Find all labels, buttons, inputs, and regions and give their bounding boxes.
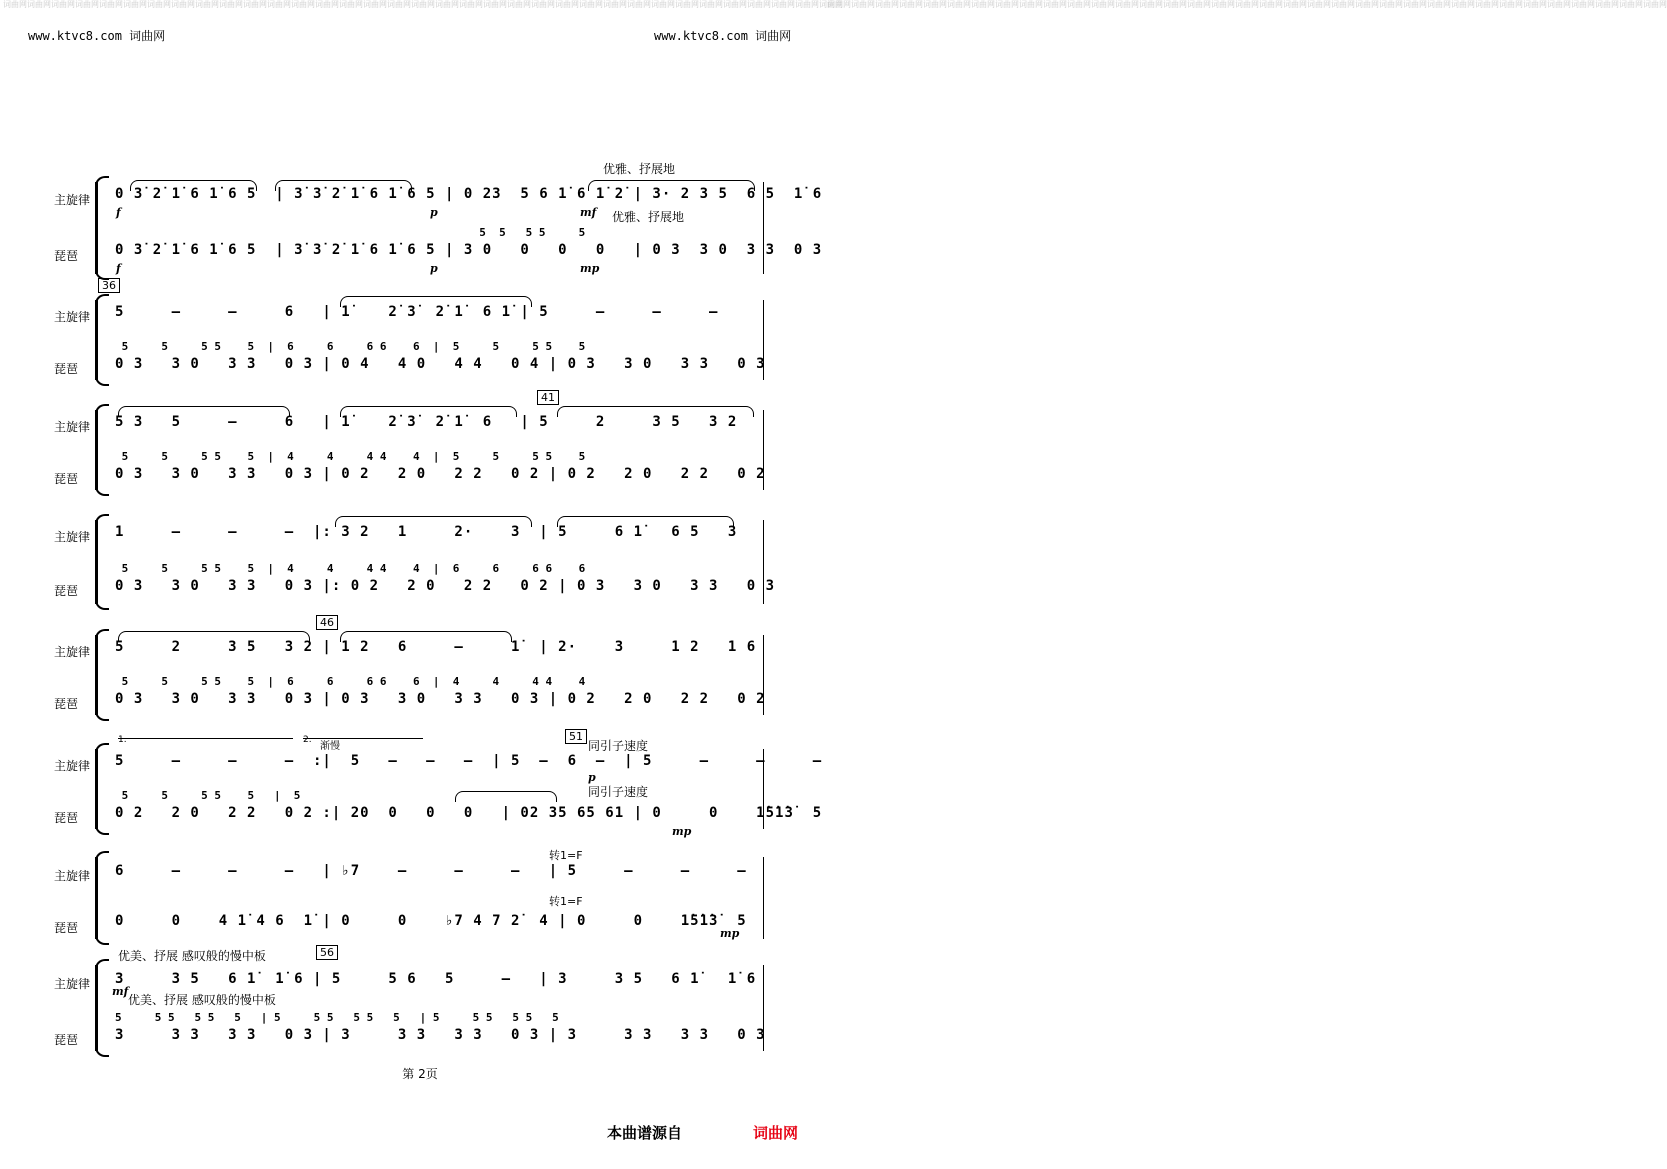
melody-label: 主旋律 bbox=[54, 193, 91, 207]
barline bbox=[763, 749, 764, 829]
system-brace bbox=[95, 965, 104, 1051]
watermark-left: 词曲网词曲网词曲网词曲网词曲网词曲网词曲网词曲网词曲网词曲网词曲网词曲网词曲网词曲网词曲网词曲网词曲网词曲网词曲网词曲网词曲网词曲网词曲网词曲网词曲网词曲网词曲网词曲网词曲网词曲网词曲网词曲网词曲网词曲网词曲网 bbox=[3, 0, 843, 9]
slur bbox=[340, 296, 532, 307]
melody-notes: 0 3̇ 2̇ 1̇ 6 1̇ 6 5 | 3̇ 3̇ 2̇ 1̇ 6 1̇ 6 5 | 0 23 5 6 1̇ 6 1̇ 2̇ | 3· 2 3 5 6 5 1̇ 6 bbox=[115, 186, 823, 202]
measure-number-box: 51 bbox=[565, 729, 587, 744]
melody-notes: 5 – – – :| 5 – – – | 5 – 6 – | 5 – – – bbox=[115, 753, 823, 769]
pipa-notes: 0 2 2 0 2 2 0 2 :| 20 0 0 0 | 02 35 65 61 | 0 0 1̇5̇1̇3̇ 5 bbox=[115, 805, 823, 821]
volta-bracket bbox=[303, 738, 423, 739]
slur bbox=[118, 631, 310, 642]
pipa-label: 琵琶 bbox=[54, 811, 79, 825]
barline bbox=[763, 520, 764, 604]
barline bbox=[763, 635, 764, 715]
volta-2: 2. bbox=[303, 735, 312, 745]
melody-label: 主旋律 bbox=[54, 759, 91, 773]
pipa-label: 琵琶 bbox=[54, 697, 79, 711]
system-brace bbox=[95, 749, 104, 829]
system-4 bbox=[0, 512, 840, 612]
dynamic-mark: mp bbox=[720, 927, 740, 940]
pipa-notes: 0 3 3 0 3 3 0 3 | 0 3 3 0 3 3 0 3 | 0 2 2 0 2 2 0 2 bbox=[115, 691, 766, 707]
dynamic-mark: mp bbox=[672, 825, 692, 838]
pipa-notes: 3 3 3 3 3 0 3 | 3 3 3 3 3 0 3 | 3 3 3 3 3 0 3 bbox=[115, 1027, 766, 1043]
dynamic-mark: mf bbox=[112, 985, 129, 998]
pipa-upper-notes: 5 5 5 5 5 | 5 bbox=[115, 789, 301, 802]
pipa-label: 琵琶 bbox=[54, 584, 79, 598]
melody-label: 主旋律 bbox=[54, 310, 91, 324]
dynamic-mark: f bbox=[116, 262, 121, 275]
system-6 bbox=[0, 730, 840, 838]
system-8 bbox=[0, 945, 840, 1045]
dynamic-mark: mp bbox=[580, 262, 600, 275]
dynamic-mark: p bbox=[430, 206, 438, 219]
barline bbox=[763, 857, 764, 939]
header-right[interactable]: www.ktvc8.com 词曲网 bbox=[654, 29, 792, 43]
slur bbox=[340, 406, 517, 417]
melody-notes: 5 3 5 – 6 | 1̇ 2̇ 3̇ 2̇ 1̇ 6 | 5 2 3 5 3 2 bbox=[115, 414, 738, 430]
system-2 bbox=[0, 279, 840, 390]
system-brace bbox=[95, 857, 104, 939]
pipa-notes: 0 0 4 1̇ 4 6 1̇ | 0 0 ♭7 4 7 2̇ 4 | 0 0 1̇5̇1̇3̇ 5 bbox=[115, 913, 747, 929]
header-left[interactable]: www.ktvc8.com 词曲网 bbox=[28, 29, 166, 43]
melody-notes: 3 3 5 6 1̇ 1̇ 6 | 5 5 6 5 – | 3 3 5 6 1̇ 1̇ 6 bbox=[115, 971, 757, 987]
measure-number-box: 41 bbox=[537, 390, 559, 405]
barline bbox=[763, 182, 764, 274]
expression-text: 优美、抒展 感叹般的慢中板 bbox=[128, 993, 276, 1007]
slur bbox=[275, 180, 412, 191]
system-5 bbox=[0, 616, 840, 725]
expression-text: 优雅、抒展地 bbox=[612, 210, 685, 224]
melody-notes: 1 – – – |: 3 2 1 2· 3 | 5 6 1̇ 6 5 3 bbox=[115, 524, 738, 540]
page-number: 第 2页 bbox=[402, 1067, 438, 1081]
barline bbox=[763, 300, 764, 380]
source-label: 本曲谱源自 bbox=[607, 1124, 683, 1142]
system-brace bbox=[95, 520, 104, 604]
pipa-label: 琵琶 bbox=[54, 249, 79, 263]
slur bbox=[130, 180, 257, 191]
pipa-notes: 0 3 3 0 3 3 0 3 | 0 2 2 0 2 2 0 2 | 0 2 2 0 2 2 0 2 bbox=[115, 466, 766, 482]
slur bbox=[340, 631, 512, 642]
melody-label: 主旋律 bbox=[54, 645, 91, 659]
barline bbox=[763, 965, 764, 1051]
system-brace bbox=[95, 635, 104, 715]
dynamic-mark: p bbox=[430, 262, 438, 275]
pipa-label: 琵琶 bbox=[54, 472, 79, 486]
measure-number-box: 36 bbox=[98, 278, 120, 293]
system-3 bbox=[0, 391, 840, 500]
system-brace bbox=[95, 182, 104, 274]
melody-label: 主旋律 bbox=[54, 977, 91, 991]
expression-text: 优雅、抒展地 bbox=[603, 162, 676, 176]
system-1 bbox=[0, 160, 840, 275]
slur bbox=[455, 791, 557, 802]
measure-number-box: 56 bbox=[316, 945, 338, 960]
volta-1: 1. bbox=[118, 735, 127, 745]
pipa-upper-notes: 5 5 5 5 5 | 4 4 4 4 4 | 5 5 5 5 5 bbox=[115, 450, 586, 463]
dynamic-mark: f bbox=[116, 206, 121, 219]
pipa-upper-notes: 5 5 5 5 5 bbox=[115, 226, 586, 239]
pipa-upper-notes: 5 5 5 5 5 | 6 6 6 6 6 | 5 5 5 5 5 bbox=[115, 340, 586, 353]
pipa-label: 琵琶 bbox=[54, 362, 79, 376]
barline bbox=[763, 410, 764, 490]
pipa-label: 琵琶 bbox=[54, 1033, 79, 1047]
tempo-text: 渐慢 bbox=[320, 741, 340, 752]
slur bbox=[118, 406, 290, 417]
pipa-label: 琵琶 bbox=[54, 921, 79, 935]
slur bbox=[335, 516, 532, 527]
key-change-text: 转1=F bbox=[549, 849, 583, 862]
system-7 bbox=[0, 847, 840, 947]
measure-number-box: 46 bbox=[316, 615, 338, 630]
slur bbox=[557, 406, 754, 417]
system-brace bbox=[95, 410, 104, 490]
melody-label: 主旋律 bbox=[54, 420, 91, 434]
dynamic-mark: mf bbox=[580, 206, 597, 219]
melody-label: 主旋律 bbox=[54, 530, 91, 544]
slur bbox=[588, 180, 755, 191]
key-change-text: 转1=F bbox=[549, 895, 583, 908]
pipa-upper-notes: 5 5 5 5 5 | 6 6 6 6 6 | 4 4 4 4 4 bbox=[115, 675, 586, 688]
melody-notes: 6 – – – | ♭7 – – – | 5 – – – bbox=[115, 863, 747, 879]
dynamic-mark: p bbox=[588, 771, 596, 784]
pipa-notes: 0 3 3 0 3 3 0 3 | 0 4 4 0 4 4 0 4 | 0 3 3 0 3 3 0 3 bbox=[115, 356, 766, 372]
pipa-upper-notes: 5 5 5 5 5 | 4 4 4 4 4 | 6 6 6 6 6 bbox=[115, 562, 586, 575]
volta-bracket bbox=[118, 738, 293, 739]
pipa-upper-notes: 5 5 5 5 5 5 | 5 5 5 5 5 5 | 5 5 5 5 5 5 bbox=[115, 1011, 559, 1024]
tempo-text: 同引子速度 bbox=[588, 739, 649, 753]
melody-label: 主旋律 bbox=[54, 869, 91, 883]
tempo-text: 同引子速度 bbox=[588, 785, 649, 799]
slur bbox=[557, 516, 734, 527]
pipa-notes: 0 3̇ 2̇ 1̇ 6 1̇ 6 5 | 3̇ 3̇ 2̇ 1̇ 6 1̇ 6 5 | 3 0 0 0 0 | 0 3 3 0 3 3 0 3 bbox=[115, 242, 823, 258]
melody-notes: 5 2 3 5 3 2 | 1 2 6 – 1̇ | 2· 3 1 2 1 6 bbox=[115, 639, 757, 655]
expression-text: 优美、抒展 感叹般的慢中板 bbox=[118, 949, 266, 963]
pipa-notes: 0 3 3 0 3 3 0 3 |: 0 2 2 0 2 2 0 2 | 0 3 3 0 3 3 0 3 bbox=[115, 578, 776, 594]
melody-notes: 5 – – 6 | 1̇ 2̇ 3̇ 2̇ 1̇ 6 1̇ | 5 – – – bbox=[115, 304, 719, 320]
system-brace bbox=[95, 300, 104, 380]
source-site-link[interactable]: 词曲网 bbox=[753, 1124, 799, 1142]
watermark-right: 词曲网词曲网词曲网词曲网词曲网词曲网词曲网词曲网词曲网词曲网词曲网词曲网词曲网词曲网词曲网词曲网词曲网词曲网词曲网词曲网词曲网词曲网词曲网词曲网词曲网词曲网词曲网词曲网词曲网词曲网词曲网词曲网词曲网词曲网词曲网 bbox=[827, 0, 1667, 9]
